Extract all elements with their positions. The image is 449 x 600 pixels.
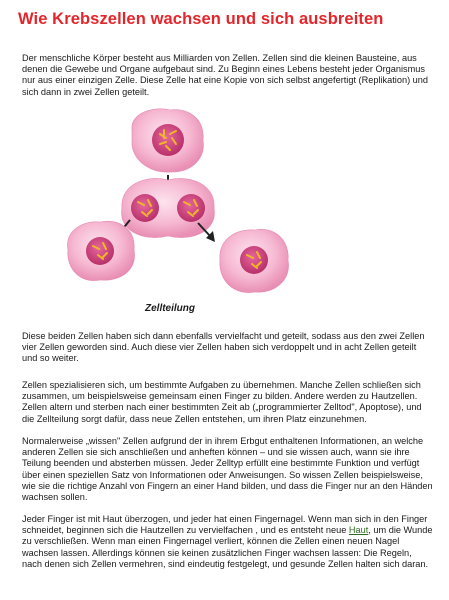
paragraph-finger-text-2: , um die Wunde zu verschließen. Wenn man einen Fingernagel verliert, können die Zellen einen neuen Nagel wachsen lassen. Allerdings können sie keinen zusätzlichen Finger wachsen lassen: Die Regeln, nach denen sich Zellen vermehren, sind eindeutig festgelegt, und gesunde Zellen halten sich daran. [22,525,433,569]
paragraph-intro: Der menschliche Körper besteht aus Milliarden von Zellen. Zellen sind die kleinen Bausteine, aus denen die Gewebe und Organe aufgebaut sind. Zu Beginn eines Lebens besteht jeder Organismus nur aus einer einzigen Zelle. Diese Zelle hat eine Kopie von sich selbst angefertigt (Replikation) und sich dann in zwei Zellen geteilt. [22,53,429,97]
daughter-cell-right [220,229,289,292]
figure-caption: Zellteilung [145,303,195,314]
paragraph-finger [22,514,434,570]
paragraph-finger-text-1: Jeder Finger ist mit Haut überzogen, und jeder hat einen Fingernagel. Wenn man sich in den Finger schneidet, beginnen sich die Hautzellen zu vervielfachen , und es entsteht neue [22,514,428,536]
paragraph-knowledge: Normalerweise „wissen" Zellen aufgrund der in ihrem Erbgut enthaltenen Informationen, an welche anderen Zellen sie sich anschließen und anheften können – und sie wissen auch, wann sie ihre Teilung beenden und absterben müssen. Jeder Zelltyp erfüllt eine bestimmte Funktion und verfügt über einen speziellen Satz von Informationen oder Anweisungen. So wissen Zellen beispielsweise, wie sie die richtige Anzahl von Fingern an einer Hand bilden, und dass die Finger nur an den Händen wachsen sollen. [22,436,433,503]
daughter-cell-left [67,221,134,280]
cell-division-illustration [60,100,380,330]
paragraph-specialization: Zellen spezialisieren sich, um bestimmte Aufgaben zu übernehmen. Manche Zellen schließen sich zusammen, um beispielsweise gemeinsam einen Finger zu bilden. Andere werden zu Hautzellen. Zellen altern und sterben nach einer bestimmten Zeit ab („programmierter Zelltod", Apoptose), und die Zellteilung sorgt dafür, dass neue Zellen entstehen, um ihren Platz einzunehmen. [22,380,422,424]
paragraph-division: Diese beiden Zellen haben sich dann ebenfalls vervielfacht und geteilt, sodass aus den zwei Zellen vier Zellen geworden sind. Auch diese vier Zellen haben sich verdoppelt und in acht Zellen geteilt und so weiter. [22,331,425,364]
haut-link[interactable]: Haut [348,525,369,536]
parent-cell [132,109,204,172]
page-title: Wie Krebszellen wachsen und sich ausbreiten [18,10,384,28]
dividing-cell [122,178,215,237]
